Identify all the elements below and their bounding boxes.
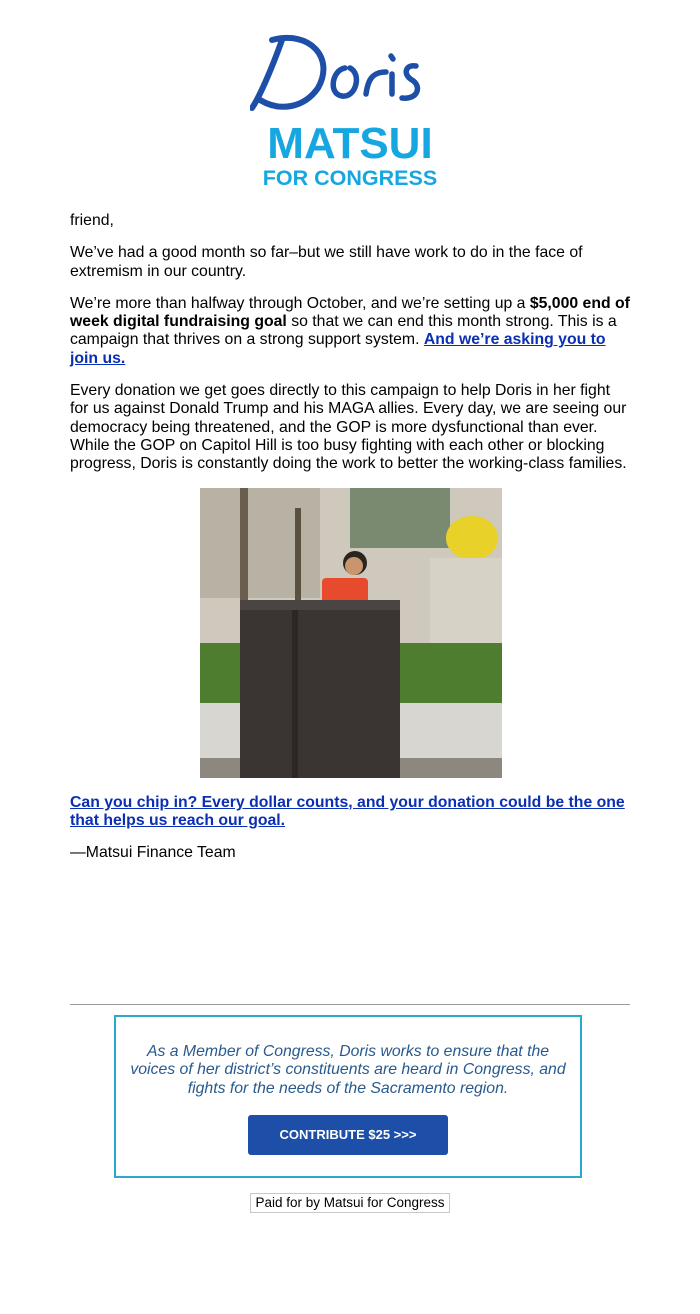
footer-message: As a Member of Congress, Doris works to ensure that the voices of her district’s constituents are heard in Congress, and fights for the needs of the Sacramento region. [130,1043,566,1097]
donate-link[interactable]: Can you chip in? Every dollar counts, and your donation could be the one that helps us reach our goal. [70,793,625,829]
paragraph-donation: Every donation we get goes directly to this campaign to help Doris in her fight for us against Donald Trump and his MAGA allies. Every day, we are seeing our democracy being threatened, and the GOP is more dysfunctional than ever. While the GOP on Capitol Hill is too busy fighting with each other or blocking progress, Doris is constantly doing the work to better the working-class families. [70,382,627,473]
logo-script-stroke [252,38,323,108]
goal-amount: $5,000 end of week digital fundraising goal [70,294,630,331]
logo-script-stroke [333,68,356,96]
goal-text-end: so that we can end this month strong. This is a campaign that thrives on a strong support system. [70,313,617,349]
rally-photo [200,488,502,778]
donate-paragraph [70,794,632,831]
paragraph-goal [70,295,632,368]
campaign-logo [0,28,700,193]
logo-name: MATSUI [267,119,433,168]
signoff: —Matsui Finance Team [70,844,236,862]
paragraph-intro: We’ve had a good month so far–but we still have work to do in the face of extremism in our country. [70,244,583,280]
footer-box [114,1015,582,1178]
contribute-button[interactable]: CONTRIBUTE $25 >>> [248,1115,448,1155]
goal-text-start: We’re more than halfway through October, and we’re setting up a [70,294,530,312]
logo-mark [250,28,450,193]
logo-tagline: FOR CONGRESS [262,166,438,190]
email-body [70,212,632,876]
greeting: friend, [70,212,114,229]
paid-for-disclaimer: Paid for by Matsui for Congress [250,1193,450,1213]
footer-divider [70,1004,630,1005]
join-us-link[interactable]: And we’re asking you to join us. [70,331,606,367]
logo-script-stroke [366,56,417,98]
